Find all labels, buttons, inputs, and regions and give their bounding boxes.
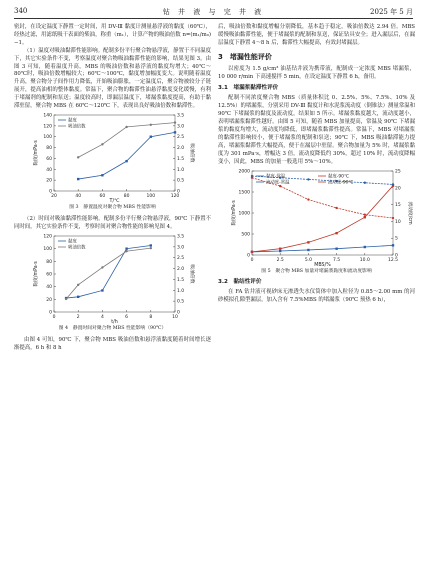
data-point	[101, 266, 103, 268]
data-point	[125, 126, 127, 128]
y-left-tick-label: 40	[46, 284, 52, 290]
y-left-tick-label: 2000	[238, 169, 250, 174]
x-tick-label: 5.0	[304, 257, 312, 263]
x-tick-label: 0	[52, 314, 56, 320]
data-point	[174, 121, 176, 123]
y-right-tick-label: 2.5	[177, 255, 185, 261]
data-point	[77, 178, 79, 180]
paragraph: （1）温度对吸油黏滞性能影响。配制多份平行聚合物悬浮液，静置于不同温度下，其它实验条件不变，考察温度对聚合物吸油黏滞性能的影响，结果见图 3。由图 3 可知，随着温度升高，MBS 的吸油倍数和悬浮液的黏度均增大；40℃～80℃时，吸油倍数增幅较大；60℃～100℃，黏度增加幅度变大。说明随着温度升高，聚合物分子间作用力降低，开始吸油膨胀，一定温度后，聚合物被较分子链展开，提高油相的整体黏度。常温下，聚合物的黏滞性油悬浮黏度变化缓慢，有利于堵漏剂的配制和泵送；温度较高时，即漏层温度下，堵漏浆黏度提高，有助于黏滞驻留，聚合物 MBS 在 60℃～120℃ 下，表现出良好吸油倍数和黏滞性。	[14, 47, 211, 110]
y-right-tick-label: 3.0	[177, 124, 185, 130]
data-point	[174, 131, 176, 133]
y-left-tick-label: 100	[43, 246, 52, 252]
data-point	[392, 216, 394, 218]
x-tick-label: 2	[76, 314, 80, 320]
y-left-tick-label: 120	[43, 124, 52, 130]
y-right-tick-label: 5	[395, 236, 398, 242]
data-point	[150, 247, 152, 249]
y-right-tick-label: 25	[395, 169, 401, 174]
legend-label: 黏度-常温	[266, 174, 286, 180]
x-tick-label: 8	[149, 314, 153, 320]
data-point	[279, 247, 281, 249]
data-point	[307, 178, 309, 180]
x-axis-label: t/h	[111, 319, 118, 324]
figure-5-chart	[218, 167, 415, 267]
data-point	[125, 250, 127, 252]
x-axis-label: T/℃	[109, 198, 120, 203]
y-right-tick-label: 0	[177, 189, 180, 195]
y-right-tick-label: 1.0	[177, 288, 185, 294]
y-right-tick-label: 0	[395, 253, 398, 258]
page-number: 340	[14, 7, 28, 15]
x-tick-label: 0	[250, 257, 254, 263]
y-right-tick-label: 2.0	[177, 266, 185, 272]
legend-label: 吸油倍数	[68, 124, 86, 130]
paragraph: 配制不同浓度聚合物 MBS（质量体积比 0、2.5%、5%、7.5%、10% 及 12.5%）的堵漏浆，分别采用 DV-Ⅲ 黏度计和水泥浆流动度（倒锥法）测量常温和 90℃ 下堵漏浆的黏度及流动度，结果如 5 所示。堵漏浆黏度越大，流动度越小，表明堵漏浆黏滞性越好。由图 5 可知，随着 MBS 加量提高，常温及 90℃ 下堵漏浆的黏度均增大，流动度均降低，即堵漏浆黏滞性提高。常温下，MBS 对堵漏浆的黏滞性影响较小，便于堵漏浆的配制和泵送；90℃ 下，MBS 吸油黏滞能力提高，堵漏浆黏滞性大幅提高，便于在漏层中驻留。聚合物加量为 5% 时，堵漏浆黏度为 301 mPa·s，增幅达 3 倍，流动度降低约 30%，超过 10% 时，流动度降幅变小，因此，MBS 的加量一般选用 5%～10%。	[218, 95, 415, 165]
data-point	[77, 283, 79, 285]
data-point	[307, 241, 309, 243]
right-column	[218, 24, 415, 305]
figure-3-caption: 图 3 静置温度对聚合物 MBS 性能影响	[69, 204, 156, 210]
y-right-tick-label: 10	[395, 219, 401, 225]
y-left-tick-label: 120	[43, 234, 52, 240]
x-tick-label: 20	[51, 193, 57, 199]
y-left-tick-label: 140	[43, 113, 52, 119]
x-tick-label: 40	[75, 193, 82, 199]
y-right-tick-label: 0	[177, 310, 180, 316]
y-right-tick-label: 1.0	[177, 167, 185, 173]
y-left-tick-label: 60	[46, 272, 52, 278]
data-point	[392, 244, 394, 246]
data-point	[251, 176, 253, 178]
legend-label: 黏度-90℃	[328, 174, 349, 180]
y-right-tick-label: 2.5	[177, 135, 185, 141]
legend-label: 流动度-90℃	[328, 180, 354, 186]
data-point	[335, 206, 337, 208]
issue-date: 2025 年 5 月	[370, 8, 413, 16]
y-right-tick-label: 0.5	[177, 178, 185, 184]
y-right-tick-label: 3.0	[177, 245, 185, 251]
x-tick-label: 100	[146, 193, 156, 199]
figure-5-caption: 图 5 聚合物 MBS 加量对堵漏浆黏度和流动度影响	[261, 268, 372, 274]
series-line	[78, 132, 175, 179]
y-right-tick-label: 3.5	[177, 113, 185, 119]
figure-4-chart	[14, 232, 211, 324]
x-tick-label: 6	[125, 314, 129, 320]
y-left-tick-label: 20	[46, 297, 52, 303]
legend-label: 黏度	[68, 118, 77, 124]
figure-4-caption: 图 4 静置时间对聚合物 MBS 性能影响（90℃）	[58, 325, 167, 331]
figure-3-chart	[14, 111, 211, 203]
y-left-tick-label: 1500	[238, 190, 250, 195]
y-right-axis-label: 吸油倍数	[189, 143, 194, 163]
data-point	[335, 231, 337, 233]
y-left-tick-label: 80	[46, 259, 52, 265]
y-left-axis-label: 黏度/mPa·s	[34, 140, 39, 166]
section-heading: 3 堵漏性能评价	[218, 52, 272, 61]
paragraph: 后，吸油倍数和黏度增幅分别降低，基本趋于稳定，吸油倍数达 2.94 倍。MBS 缓慢吸油黏滞性能，便于堵漏浆的配制和泵送，保证钻具安全；进入漏层后，在漏层温度下静置 4～8 h 后，黏滞性大幅提高，有效封堵漏层。	[218, 24, 415, 46]
y-left-tick-label: 20	[46, 178, 52, 184]
x-tick-label: 7.5	[333, 257, 341, 263]
paragraph: （2）时间对吸油黏滞性能影响。配制多份平行聚合物悬浮液，90℃ 下静置不同时间，其它实验条件不变，考察时间对聚合物性能的影响见图 4。	[14, 215, 211, 230]
x-tick-label: 80	[123, 193, 130, 199]
y-left-tick-label: 40	[46, 167, 52, 173]
subsection-heading: 3.2 黏结性评价	[218, 279, 262, 286]
y-right-tick-label: 3.5	[177, 234, 185, 240]
y-right-tick-label: 1.5	[177, 277, 185, 283]
data-point	[101, 174, 103, 176]
data-point	[101, 143, 103, 145]
data-point	[150, 244, 152, 246]
legend-label: 吸油倍数	[68, 245, 86, 251]
data-point	[279, 249, 281, 251]
x-tick-label: 2.5	[276, 257, 284, 263]
x-tick-label: 10.0	[359, 257, 370, 263]
y-left-tick-label: 0	[247, 253, 250, 258]
paragraph: 在 FA 钻井液可视砂床无渗透失水仪筒体中加入粒径为 0.85～2.00 mm 的河砂模拟孔隙型漏层，加入含有 7.5%MBS 的堵漏浆（90℃ 预热 6 h），	[218, 289, 415, 304]
data-point	[307, 248, 309, 250]
left-column	[14, 24, 211, 352]
series-line	[252, 245, 393, 252]
data-point	[364, 245, 366, 247]
series-line	[66, 245, 151, 298]
y-left-tick-label: 0	[49, 310, 52, 316]
y-right-axis-label: 吸油倍数	[189, 264, 194, 284]
data-point	[335, 247, 337, 249]
y-left-tick-label: 1000	[238, 211, 250, 216]
legend-label: 黏度	[68, 239, 77, 245]
series-line	[66, 248, 151, 299]
data-point	[77, 295, 79, 297]
y-left-axis-label: 黏度/mPa·s	[34, 260, 39, 287]
y-right-axis-label: 流动度/cm	[407, 200, 412, 225]
data-point	[65, 297, 67, 299]
x-tick-label: 10	[172, 314, 178, 320]
x-tick-label: 12.5	[387, 257, 399, 263]
y-left-tick-label: 100	[43, 135, 52, 141]
data-point	[364, 213, 366, 215]
data-point	[364, 181, 366, 183]
paragraph: 由图 4 可知，90℃ 下，聚合物 MBS 吸油倍数和悬浮液黏度随着时间增长逐渐提高，6 h 和 8 h	[14, 336, 211, 351]
data-point	[125, 160, 127, 162]
data-point	[125, 247, 127, 249]
y-right-tick-label: 2.0	[177, 146, 185, 152]
series-line	[252, 185, 393, 251]
y-left-axis-label: 黏度/mPa·s	[232, 199, 237, 226]
data-point	[392, 183, 394, 185]
paragraph: 密封，在设定温度下静置一定时间，用 DV-Ⅲ 黏度计测量悬浮液的黏度（60℃），经热过滤，用滤纸吸干表面的柴油，称重（m₁），计算产物的吸油倍数 n=(m₁/m₀)−1。	[14, 24, 211, 46]
y-right-tick-label: 15	[395, 202, 401, 208]
page-header	[14, 6, 413, 19]
data-point	[150, 124, 152, 126]
legend-label: 流动度-常温	[266, 180, 290, 186]
data-point	[251, 250, 253, 252]
x-axis-label: MBS/%	[314, 262, 331, 267]
y-left-tick-label: 60	[46, 156, 52, 162]
paragraph: 以密度为 1.5 g/cm³ 油基钻井液为携带液，配制成一定浓度 MBS 堵漏浆，10 000 r/min 下高速搅拌 5 min，在设定温度下静置 6 h，备用。	[218, 65, 415, 80]
y-right-tick-label: 20	[395, 185, 401, 191]
data-point	[307, 198, 309, 200]
data-point	[150, 135, 152, 137]
data-point	[77, 156, 79, 158]
data-point	[101, 289, 103, 291]
data-point	[364, 216, 366, 218]
subsection-heading: 3.1 堵漏浆黏滞性评价	[218, 85, 279, 92]
x-tick-label: 120	[170, 193, 180, 199]
y-left-tick-label: 0	[49, 189, 52, 195]
y-right-tick-label: 1.5	[177, 156, 185, 162]
y-right-tick-label: 0.5	[177, 299, 185, 305]
y-left-tick-label: 500	[241, 232, 250, 237]
x-tick-label: 60	[99, 193, 106, 199]
y-left-tick-label: 80	[46, 146, 52, 152]
journal-title: 钻 井 液 与 完 井 液	[162, 8, 265, 16]
x-tick-label: 4	[100, 314, 104, 320]
